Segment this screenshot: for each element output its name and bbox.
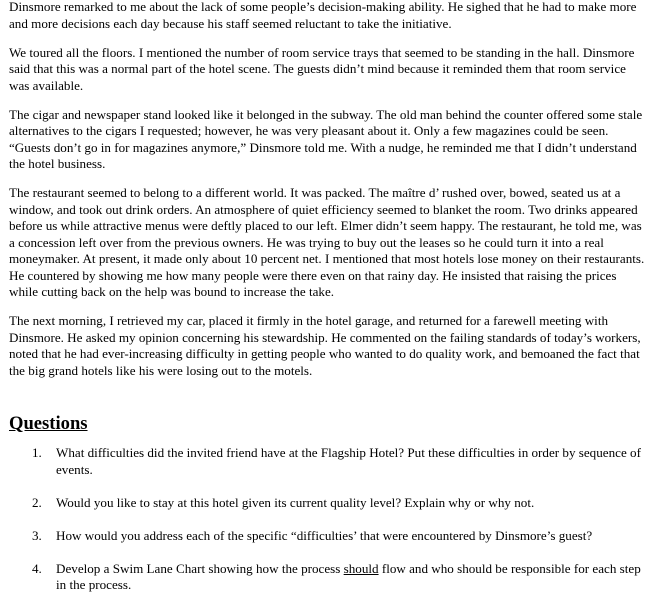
question-text: How would you address each of the specific “difficulties’ that were encountered by Dinsmore’s guest? [56, 527, 593, 543]
question-item [9, 445, 645, 478]
question-item [9, 528, 645, 545]
question-text-start: Develop a Swim Lane Chart showing how the process [56, 560, 344, 576]
question-number: 4. [32, 560, 42, 576]
question-text-end: flow and who should be responsible for each step in the process. [56, 560, 641, 592]
document-page [9, 0, 645, 610]
paragraph-floors-tour: We toured all the floors. I mentioned the number of room service trays that seemed to be standing in the hall. Dinsmore said that this was a normal part of the hotel scene. The guests didn’t mind because it reminded them that room service was available. [9, 44, 635, 93]
question-number: 3. [32, 527, 42, 543]
questions-heading: Questions [9, 413, 88, 434]
question-number: 1. [32, 445, 42, 460]
paragraph-restaurant: The restaurant seemed to belong to a different world. It was packed. The maître d’ rushed over, bowed, seated us at a window, and took out drink orders. An atmosphere of quiet efficiency seemed to blanket the room. Two drinks appeared before us while attractive menus were deftly placed to our left. Elmer didn’t seem happy. The restaurant, he told me, was a concession left over from the previous owners. He was trying to buy out the leases so he could turn it into a real moneymaker. At present, it made only about 10 percent net. I mentioned that most hotels lose money on their restaurants. He countered by showing me how many people were there even on that rainy day. He insisted that raising the prices while cutting back on the help was bound to increase the take. [9, 185, 645, 299]
question-item [9, 561, 645, 594]
paragraph-cigar-stand: The cigar and newspaper stand looked like it belonged in the subway. The old man behind the counter offered some stale alternatives to the cigars I requested; however, he was very pleasant about it. Only a few magazines could be seen. “Guests don’t go in for magazines anymore,” Dinsmore told me. With a nudge, he reminded me that I didn’t understand the hotel business. [9, 106, 643, 171]
questions-list [9, 445, 645, 594]
question-text-emphasis: should [343, 560, 379, 576]
question-text: Would you like to stay at this hotel given its current quality level? Explain why or why not. [56, 494, 535, 510]
question-number: 2. [32, 494, 42, 510]
paragraph-farewell-meeting: The next morning, I retrieved my car, placed it firmly in the hotel garage, and returned for a farewell meeting with Dinsmore. He asked my opinion concerning his stewardship. He commented on the failing standards of today’s workers, noted that he had ever-increasing difficulty in getting people who wanted to do quality work, and bemoaned the fact that the big grand hotels like his were losing out to the motels. [9, 313, 641, 378]
question-text: What difficulties did the invited friend have at the Flagship Hotel? Put these difficulties in order by sequence of events. [56, 445, 641, 477]
paragraph-decision-making: Dinsmore remarked to me about the lack of some people’s decision-making ability. He sighed that he had to make more and more decisions each day because his staff seemed reluctant to take the initiative. [9, 0, 637, 31]
question-item [9, 495, 645, 512]
